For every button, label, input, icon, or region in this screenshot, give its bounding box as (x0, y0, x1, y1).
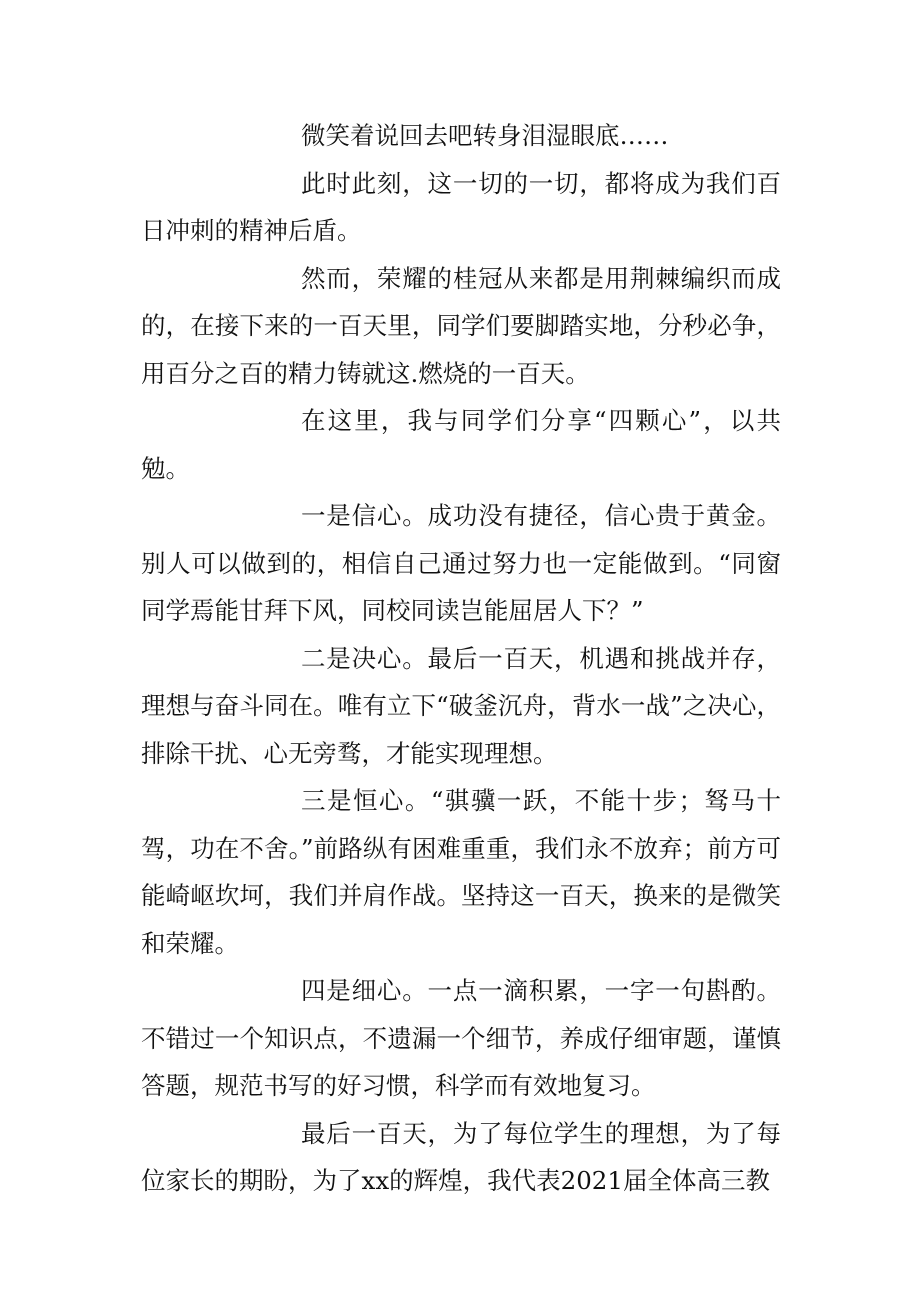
paragraph: 二是决心。最后一百天，机遇和挑战并存，理想与奋斗同在。唯有立下“破釜沉舟，背水一战”之决心，排除干扰、心无旁骛，才能实现理想。 (141, 643, 781, 768)
paragraph: 三是恒心。“骐骥一跃，不能十步；驽马十驾，功在不舍。”前路纵有困难重重，我们永不放弃；前方可能崎岖坎坷，我们并肩作战。坚持这一百天，换来的是微笑和荣耀。 (141, 786, 781, 958)
paragraph: 然而，荣耀的桂冠从来都是用荆棘编织而成的，在接下来的一百天里，同学们要脚踏实地，分秒必争，用百分之百的精力铸就这.燃烧的一百天。 (141, 263, 781, 388)
paragraph: 最后一百天，为了每位学生的理想，为了每位家长的期盼，为了xx的辉煌，我代表2021届全体高三教 (141, 1118, 781, 1195)
paragraph: 微笑着说回去吧转身泪湿眼底…… (301, 121, 669, 150)
document-body (141, 112, 781, 1205)
paragraph: 此时此刻，这一切的一切，都将成为我们百日冲刺的精神后盾。 (141, 168, 781, 245)
paragraph: 一是信心。成功没有捷径，信心贵于黄金。别人可以做到的，相信自己通过努力也一定能做到。“同窗同学焉能甘拜下风，同校同读岂能屈居人下？” (141, 501, 781, 625)
paragraph: 在这里，我与同学们分享“四颗心”，以共勉。 (141, 406, 781, 483)
paragraph: 四是细心。一点一滴积累，一字一句斟酌。不错过一个知识点，不遗漏一个细节，养成仔细审题，谨慎答题，规范书写的好习惯，科学而有效地复习。 (141, 976, 781, 1100)
